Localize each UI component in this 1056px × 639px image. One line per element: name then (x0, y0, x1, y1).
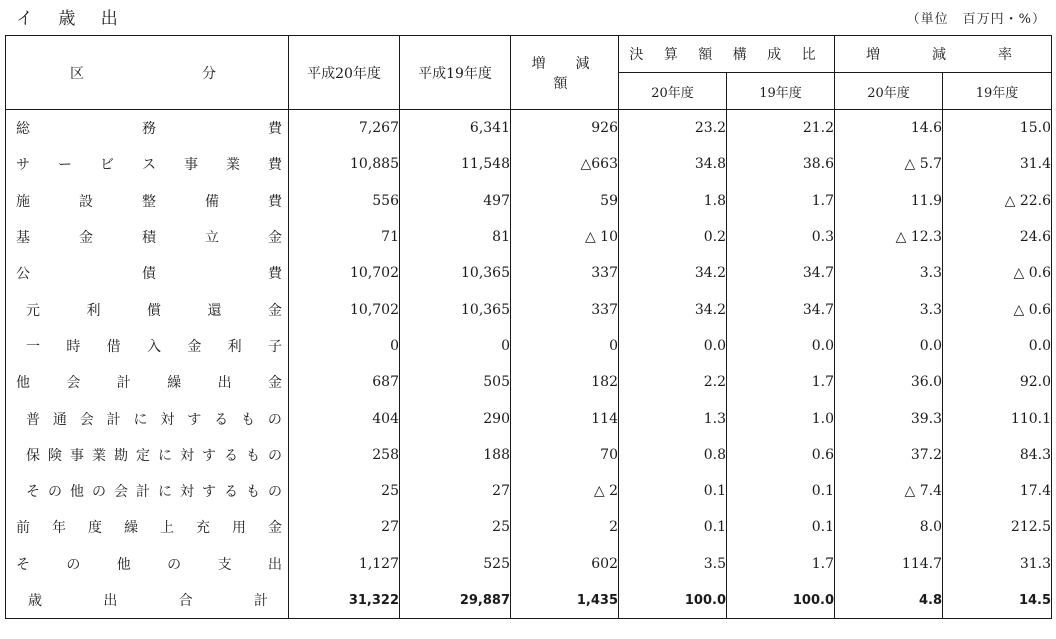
value-rate19: 31.3 (943, 546, 1052, 582)
label-char: 支 (217, 556, 232, 573)
label-char: の (267, 411, 282, 428)
label-char: 計 (253, 593, 268, 609)
label-char: 整 (142, 193, 156, 210)
value-comp20: 34.2 (619, 255, 727, 291)
label-char: 公 (16, 266, 30, 283)
label-char: 償 (147, 302, 161, 319)
value-fy19: 10,365 (400, 291, 511, 327)
value-fy19: 525 (400, 546, 511, 582)
value-comp19: 38.6 (727, 146, 835, 182)
header-change: 増 減 額 (511, 36, 619, 110)
value-change: △ 10 (511, 219, 619, 255)
value-comp20: 3.5 (619, 546, 727, 582)
value-rate20: △ 5.7 (835, 146, 943, 182)
section-title: イ 歳 出 (16, 9, 128, 29)
value-fy20: 258 (289, 437, 400, 473)
label-char: 会 (66, 375, 81, 392)
value-fy20: 556 (289, 183, 400, 219)
value-change: 1,435 (511, 582, 619, 619)
value-fy20: 1,127 (289, 546, 400, 582)
value-fy19: 6,341 (400, 110, 511, 147)
label-char: 借 (106, 338, 121, 355)
label-char: 他 (70, 484, 84, 501)
label-char: 保 (26, 447, 40, 464)
label-char: す (202, 447, 216, 464)
value-fy20: 71 (289, 219, 400, 255)
label-char: 入 (146, 338, 161, 355)
value-fy20: 27 (289, 509, 400, 545)
label-char: も (246, 447, 260, 464)
label-char: 事 (70, 447, 84, 464)
header-fy19: 平成19年度 (400, 36, 511, 110)
label-char: に (158, 447, 172, 464)
value-fy19: 10,365 (400, 255, 511, 291)
label-char: 時 (66, 338, 81, 355)
label-char: 業 (226, 157, 240, 174)
value-comp19: 1.7 (727, 183, 835, 219)
value-comp20: 100.0 (619, 582, 727, 619)
table-row (6, 546, 1052, 582)
label-char: ー (58, 157, 72, 174)
value-comp19: 1.0 (727, 400, 835, 436)
label-char: 他 (16, 375, 30, 392)
value-rate20: 0.0 (835, 328, 943, 364)
row-label (6, 146, 289, 182)
label-char: 務 (142, 121, 156, 138)
value-fy19: 11,548 (400, 146, 511, 182)
label-char: 繰 (167, 375, 182, 392)
label-char: 合 (178, 593, 193, 609)
row-label (6, 546, 289, 582)
label-char: の (66, 556, 81, 573)
value-rate20: △ 12.3 (835, 219, 943, 255)
row-label (6, 255, 289, 291)
label-char: 普 (26, 411, 40, 428)
value-comp20: 0.0 (619, 328, 727, 364)
table-row (6, 110, 1052, 147)
table-row (6, 255, 1052, 291)
label-char: 充 (196, 520, 210, 537)
value-rate19: 92.0 (943, 364, 1052, 400)
header-rate-20: 20年度 (835, 73, 943, 110)
label-char: の (268, 484, 282, 501)
value-fy20: 7,267 (289, 110, 400, 147)
value-rate19: 24.6 (943, 219, 1052, 255)
value-change: 2 (511, 509, 619, 545)
label-char: の (268, 447, 282, 464)
value-change: △663 (511, 146, 619, 182)
label-char: 金 (268, 520, 282, 537)
label-char: 積 (142, 230, 156, 247)
header-rate-19: 19年度 (943, 73, 1052, 110)
label-char: ビ (100, 157, 114, 174)
value-fy20: 404 (289, 400, 400, 436)
label-char: 費 (268, 193, 282, 210)
label-char: 金 (268, 230, 282, 247)
label-char: 基 (16, 230, 30, 247)
row-label (6, 437, 289, 473)
value-fy19: 29,887 (400, 582, 511, 619)
label-char: ス (142, 157, 156, 174)
value-fy19: 27 (400, 473, 511, 509)
value-fy19: 497 (400, 183, 511, 219)
label-char: 事 (184, 157, 198, 174)
value-comp19: 1.7 (727, 546, 835, 582)
value-fy19: 0 (400, 328, 511, 364)
label-char: 勘 (114, 447, 128, 464)
value-rate20: 11.9 (835, 183, 943, 219)
row-label (6, 582, 289, 619)
value-rate20: 3.3 (835, 255, 943, 291)
value-fy19: 25 (400, 509, 511, 545)
value-change: 602 (511, 546, 619, 582)
value-fy19: 290 (400, 400, 511, 436)
value-comp20: 1.8 (619, 183, 727, 219)
label-char: 還 (207, 302, 222, 319)
label-char: そ (26, 484, 40, 501)
row-label (6, 110, 289, 147)
value-rate19: 17.4 (943, 473, 1052, 509)
value-change: 0 (511, 328, 619, 364)
value-fy19: 505 (400, 364, 511, 400)
value-comp20: 1.3 (619, 400, 727, 436)
header-comp-19: 19年度 (727, 73, 835, 110)
label-char: も (241, 411, 255, 428)
label-char: 設 (79, 193, 93, 210)
value-change: 182 (511, 364, 619, 400)
header-fy20: 平成20年度 (289, 36, 400, 110)
value-comp19: 21.2 (727, 110, 835, 147)
label-char: も (246, 484, 260, 501)
label-char: 利 (86, 302, 101, 319)
table-row (6, 328, 1052, 364)
value-comp19: 0.1 (727, 509, 835, 545)
label-char: 施 (16, 193, 30, 210)
value-rate19: 0.0 (943, 328, 1052, 364)
value-fy19: 188 (400, 437, 511, 473)
value-fy20: 10,885 (289, 146, 400, 182)
row-label (6, 328, 289, 364)
label-char: 費 (268, 121, 282, 138)
label-char: に (133, 411, 148, 428)
row-label (6, 509, 289, 545)
label-char: そ (16, 556, 30, 573)
label-char: 一 (26, 338, 40, 355)
value-comp19: 0.3 (727, 219, 835, 255)
label-char: 利 (227, 338, 242, 355)
value-rate20: 3.3 (835, 291, 943, 327)
label-char: 金 (187, 338, 202, 355)
value-comp19: 0.0 (727, 328, 835, 364)
label-char: る (224, 484, 238, 501)
table-row (6, 219, 1052, 255)
label-char: 会 (114, 484, 128, 501)
value-comp20: 0.1 (619, 509, 727, 545)
value-comp20: 2.2 (619, 364, 727, 400)
label-char: 繰 (124, 520, 138, 537)
value-fy20: 10,702 (289, 291, 400, 327)
value-rate19: △ 0.6 (943, 255, 1052, 291)
label-char: 計 (116, 375, 131, 392)
value-comp19: 34.7 (727, 255, 835, 291)
value-comp20: 23.2 (619, 110, 727, 147)
table-row (6, 473, 1052, 509)
label-char: 金 (268, 302, 282, 319)
label-char: 立 (205, 230, 219, 247)
row-label (6, 291, 289, 327)
label-char: す (187, 411, 202, 428)
label-char: 定 (136, 447, 150, 464)
value-change: 337 (511, 255, 619, 291)
label-char: 対 (180, 447, 194, 464)
label-char: る (224, 447, 238, 464)
value-comp20: 0.2 (619, 219, 727, 255)
label-char: 備 (205, 193, 219, 210)
value-fy20: 25 (289, 473, 400, 509)
value-rate19: 110.1 (943, 400, 1052, 436)
label-char: 会 (79, 411, 94, 428)
row-label (6, 219, 289, 255)
label-char: 総 (16, 121, 30, 138)
value-rate20: 39.3 (835, 400, 943, 436)
value-comp19: 0.6 (727, 437, 835, 473)
value-fy20: 687 (289, 364, 400, 400)
value-change: 114 (511, 400, 619, 436)
label-char: 債 (142, 266, 156, 283)
value-comp20: 0.1 (619, 473, 727, 509)
label-char: る (214, 411, 229, 428)
table-row (6, 437, 1052, 473)
label-char: 費 (268, 157, 282, 174)
table-row (6, 183, 1052, 219)
value-rate19: 31.4 (943, 146, 1052, 182)
value-comp20: 34.8 (619, 146, 727, 182)
label-char: 子 (267, 338, 282, 355)
table-body (6, 110, 1052, 619)
value-change: 59 (511, 183, 619, 219)
unit-note: （単位 百万円・%） (906, 12, 1046, 27)
label-char: 上 (160, 520, 174, 537)
label-char: 出 (217, 375, 232, 392)
header-comp-20: 20年度 (619, 73, 727, 110)
row-label (6, 400, 289, 436)
label-char: 業 (92, 447, 106, 464)
table-row (6, 509, 1052, 545)
value-rate19: 212.5 (943, 509, 1052, 545)
label-char: 出 (267, 556, 282, 573)
table-row (6, 400, 1052, 436)
label-char: 通 (52, 411, 67, 428)
row-label (6, 183, 289, 219)
label-char: 他 (116, 556, 131, 573)
label-char: 費 (268, 266, 282, 283)
value-change: 337 (511, 291, 619, 327)
value-rate20: △ 7.4 (835, 473, 943, 509)
value-rate20: 37.2 (835, 437, 943, 473)
label-char: サ (16, 157, 30, 174)
value-comp19: 34.7 (727, 291, 835, 327)
value-rate20: 8.0 (835, 509, 943, 545)
value-comp20: 34.2 (619, 291, 727, 327)
value-comp19: 0.1 (727, 473, 835, 509)
value-rate19: 84.3 (943, 437, 1052, 473)
label-char: の (92, 484, 106, 501)
label-char: 度 (88, 520, 102, 537)
value-fy20: 0 (289, 328, 400, 364)
value-fy20: 31,322 (289, 582, 400, 619)
header-rate: 増 減 率 (835, 36, 1052, 73)
value-rate19: △ 0.6 (943, 291, 1052, 327)
value-rate19: 15.0 (943, 110, 1052, 147)
value-fy20: 10,702 (289, 255, 400, 291)
table-row (6, 291, 1052, 327)
label-char: 対 (160, 411, 175, 428)
label-char: 険 (48, 447, 62, 464)
value-comp20: 0.8 (619, 437, 727, 473)
total-row (6, 582, 1052, 619)
label-char: の (167, 556, 182, 573)
row-label (6, 473, 289, 509)
label-char: 年 (52, 520, 66, 537)
value-fy19: 81 (400, 219, 511, 255)
label-char: 金 (267, 375, 282, 392)
label-char: 計 (106, 411, 121, 428)
value-rate19: 14.5 (943, 582, 1052, 619)
value-rate20: 114.7 (835, 546, 943, 582)
value-rate20: 36.0 (835, 364, 943, 400)
label-char: 出 (103, 593, 118, 609)
label-char: に (158, 484, 172, 501)
label-char: 対 (180, 484, 194, 501)
table-row (6, 146, 1052, 182)
header-composition: 決 算 額 構 成 比 (619, 36, 835, 73)
label-char: 用 (232, 520, 246, 537)
label-char: 元 (26, 302, 40, 319)
label-char: す (202, 484, 216, 501)
header-category: 区 分 (6, 36, 289, 110)
value-change: △ 2 (511, 473, 619, 509)
label-char: の (48, 484, 62, 501)
label-char: 前 (16, 520, 30, 537)
label-char: 計 (136, 484, 150, 501)
value-change: 70 (511, 437, 619, 473)
label-char: 金 (79, 230, 93, 247)
expenditure-table (5, 35, 1052, 619)
value-change: 926 (511, 110, 619, 147)
label-char: 歳 (28, 593, 42, 609)
value-rate20: 14.6 (835, 110, 943, 147)
row-label (6, 364, 289, 400)
table-row (6, 364, 1052, 400)
value-comp19: 1.7 (727, 364, 835, 400)
value-comp19: 100.0 (727, 582, 835, 619)
value-rate20: 4.8 (835, 582, 943, 619)
value-rate19: △ 22.6 (943, 183, 1052, 219)
